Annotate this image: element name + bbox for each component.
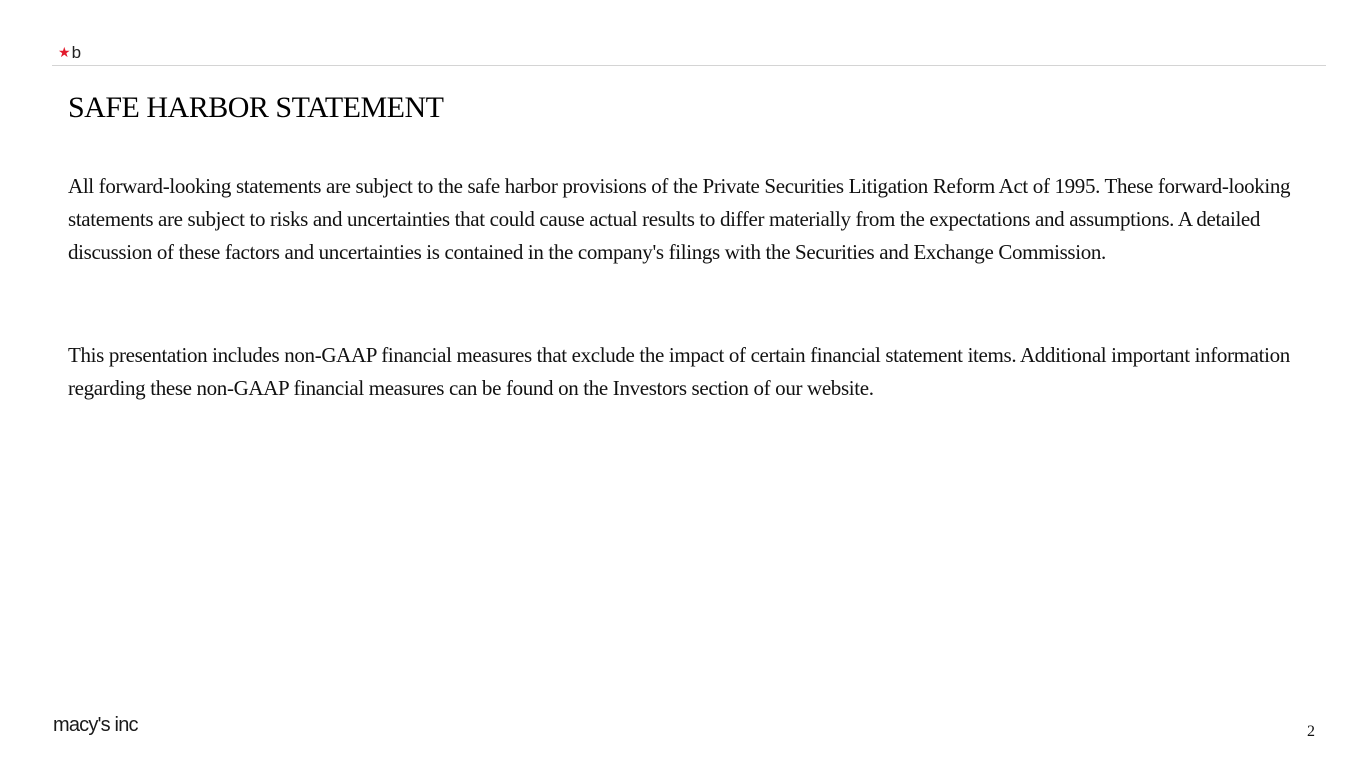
logo-letter: b	[71, 43, 82, 62]
page-number: 2	[1307, 723, 1315, 740]
header-divider	[52, 65, 1326, 66]
slide-title: SAFE HARBOR STATEMENT	[68, 91, 444, 124]
brand-logo-top	[58, 44, 81, 62]
safe-harbor-paragraph: All forward-looking statements are subject to the safe harbor provisions of the Private Securities Litigation Reform Act of 1995. These forward-looking statements are subject to risks and uncertainties that could cause actual results to differ materially from the expectations and assumptions. A detailed discussion of these factors and uncertainties is contained in the company's filings with the Securities and Exchange Commission.	[68, 174, 1291, 264]
non-gaap-paragraph: This presentation includes non-GAAP financial measures that exclude the impact of certain financial statement items. Additional important information regarding these non-GAAP financial measures can be found on the Investors section of our website.	[68, 343, 1290, 400]
star-icon: ★	[58, 45, 71, 61]
macys-inc-logo: macy's inc	[53, 714, 138, 736]
